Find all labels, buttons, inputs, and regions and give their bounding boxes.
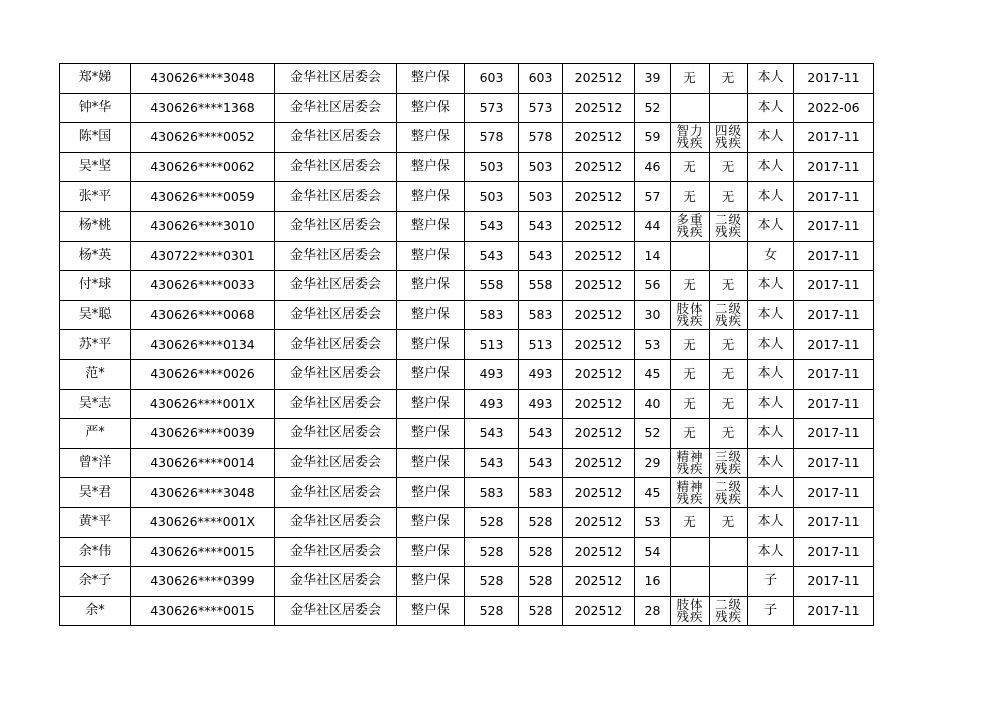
community-cell: 金华社区居委会	[275, 448, 397, 478]
id-number-cell: 430626****0052	[131, 123, 275, 153]
name-cell: 钟*华	[60, 93, 131, 123]
community-cell: 金华社区居委会	[275, 419, 397, 449]
amount-cell-2: 583	[519, 478, 563, 508]
name-cell: 苏*平	[60, 330, 131, 360]
period-cell: 202512	[563, 93, 635, 123]
amount-cell-2: 493	[519, 359, 563, 389]
table-row	[60, 211, 874, 241]
id-number-cell: 430626****0062	[131, 152, 275, 182]
assistance-type-cell: 整户保	[397, 537, 465, 567]
period-cell: 202512	[563, 271, 635, 301]
amount-cell: 558	[465, 271, 519, 301]
amount-cell-2: 578	[519, 123, 563, 153]
age-cell: 56	[635, 271, 671, 301]
table-row	[60, 478, 874, 508]
age-cell: 54	[635, 537, 671, 567]
table-row	[60, 507, 874, 537]
disability-type-cell: 多重残疾	[671, 211, 710, 241]
age-cell: 45	[635, 478, 671, 508]
age-cell: 44	[635, 211, 671, 241]
amount-cell-2: 503	[519, 182, 563, 212]
disability-level-cell: 无	[710, 152, 748, 182]
disability-level-cell: 无	[710, 507, 748, 537]
relation-cell: 本人	[748, 448, 794, 478]
age-cell: 28	[635, 596, 671, 626]
disability-level-cell: 二级残疾	[710, 596, 748, 626]
name-cell: 余*伟	[60, 537, 131, 567]
disability-level-cell: 二级残疾	[710, 211, 748, 241]
date-cell: 2017-11	[794, 448, 874, 478]
disability-level-cell	[710, 241, 748, 271]
amount-cell: 528	[465, 567, 519, 597]
name-cell: 吴*君	[60, 478, 131, 508]
amount-cell: 503	[465, 152, 519, 182]
table-row	[60, 419, 874, 449]
date-cell: 2017-11	[794, 241, 874, 271]
name-cell: 吴*志	[60, 389, 131, 419]
period-cell: 202512	[563, 211, 635, 241]
date-cell: 2017-11	[794, 537, 874, 567]
disability-level-cell	[710, 93, 748, 123]
disability-type-cell: 无	[671, 182, 710, 212]
community-cell: 金华社区居委会	[275, 567, 397, 597]
community-cell: 金华社区居委会	[275, 211, 397, 241]
amount-cell: 528	[465, 537, 519, 567]
assistance-type-cell: 整户保	[397, 419, 465, 449]
relation-cell: 本人	[748, 64, 794, 94]
period-cell: 202512	[563, 330, 635, 360]
name-cell: 张*平	[60, 182, 131, 212]
period-cell: 202512	[563, 389, 635, 419]
date-cell: 2017-11	[794, 271, 874, 301]
assistance-type-cell: 整户保	[397, 64, 465, 94]
disability-type-cell: 无	[671, 330, 710, 360]
disability-type-cell: 精神残疾	[671, 448, 710, 478]
disability-type-cell: 无	[671, 271, 710, 301]
amount-cell: 503	[465, 182, 519, 212]
assistance-type-cell: 整户保	[397, 211, 465, 241]
table-row	[60, 182, 874, 212]
assistance-type-cell: 整户保	[397, 567, 465, 597]
name-cell: 杨*桃	[60, 211, 131, 241]
age-cell: 57	[635, 182, 671, 212]
id-number-cell: 430626****0026	[131, 359, 275, 389]
period-cell: 202512	[563, 123, 635, 153]
amount-cell: 578	[465, 123, 519, 153]
name-cell: 曾*洋	[60, 448, 131, 478]
community-cell: 金华社区居委会	[275, 123, 397, 153]
disability-type-cell: 肢体残疾	[671, 300, 710, 330]
community-cell: 金华社区居委会	[275, 271, 397, 301]
table-row	[60, 330, 874, 360]
age-cell: 53	[635, 507, 671, 537]
table-row	[60, 537, 874, 567]
disability-type-cell: 无	[671, 389, 710, 419]
relation-cell: 本人	[748, 300, 794, 330]
amount-cell: 543	[465, 419, 519, 449]
relation-cell: 本人	[748, 507, 794, 537]
id-number-cell: 430626****0059	[131, 182, 275, 212]
age-cell: 53	[635, 330, 671, 360]
id-number-cell: 430626****001X	[131, 507, 275, 537]
community-cell: 金华社区居委会	[275, 152, 397, 182]
id-number-cell: 430626****0015	[131, 537, 275, 567]
relation-cell: 本人	[748, 123, 794, 153]
name-cell: 杨*英	[60, 241, 131, 271]
period-cell: 202512	[563, 567, 635, 597]
date-cell: 2017-11	[794, 567, 874, 597]
amount-cell: 543	[465, 448, 519, 478]
name-cell: 余*子	[60, 567, 131, 597]
disability-type-cell: 智力残疾	[671, 123, 710, 153]
period-cell: 202512	[563, 478, 635, 508]
assistance-type-cell: 整户保	[397, 507, 465, 537]
amount-cell: 493	[465, 389, 519, 419]
assistance-type-cell: 整户保	[397, 478, 465, 508]
amount-cell-2: 603	[519, 64, 563, 94]
community-cell: 金华社区居委会	[275, 389, 397, 419]
period-cell: 202512	[563, 182, 635, 212]
community-cell: 金华社区居委会	[275, 241, 397, 271]
age-cell: 14	[635, 241, 671, 271]
relation-cell: 本人	[748, 152, 794, 182]
disability-level-cell	[710, 537, 748, 567]
amount-cell-2: 543	[519, 211, 563, 241]
date-cell: 2017-11	[794, 64, 874, 94]
name-cell: 严*	[60, 419, 131, 449]
disability-level-cell: 四级残疾	[710, 123, 748, 153]
period-cell: 202512	[563, 448, 635, 478]
table-row	[60, 300, 874, 330]
relation-cell: 本人	[748, 389, 794, 419]
community-cell: 金华社区居委会	[275, 478, 397, 508]
amount-cell: 493	[465, 359, 519, 389]
amount-cell-2: 543	[519, 241, 563, 271]
disability-level-cell: 无	[710, 182, 748, 212]
amount-cell: 583	[465, 300, 519, 330]
name-cell: 吴*聪	[60, 300, 131, 330]
disability-level-cell: 无	[710, 359, 748, 389]
amount-cell: 543	[465, 211, 519, 241]
date-cell: 2022-06	[794, 93, 874, 123]
disability-type-cell: 无	[671, 507, 710, 537]
amount-cell: 513	[465, 330, 519, 360]
amount-cell-2: 528	[519, 507, 563, 537]
table-row	[60, 152, 874, 182]
period-cell: 202512	[563, 64, 635, 94]
id-number-cell: 430626****0068	[131, 300, 275, 330]
relation-cell: 本人	[748, 359, 794, 389]
assistance-type-cell: 整户保	[397, 123, 465, 153]
community-cell: 金华社区居委会	[275, 330, 397, 360]
amount-cell-2: 558	[519, 271, 563, 301]
table-row	[60, 123, 874, 153]
assistance-type-cell: 整户保	[397, 596, 465, 626]
disability-type-cell	[671, 567, 710, 597]
disability-level-cell: 二级残疾	[710, 300, 748, 330]
amount-cell-2: 528	[519, 537, 563, 567]
disability-type-cell: 无	[671, 152, 710, 182]
disability-level-cell: 无	[710, 64, 748, 94]
date-cell: 2017-11	[794, 359, 874, 389]
name-cell: 陈*国	[60, 123, 131, 153]
amount-cell-2: 513	[519, 330, 563, 360]
name-cell: 范*	[60, 359, 131, 389]
disability-level-cell: 二级残疾	[710, 478, 748, 508]
age-cell: 39	[635, 64, 671, 94]
amount-cell: 543	[465, 241, 519, 271]
amount-cell: 583	[465, 478, 519, 508]
age-cell: 30	[635, 300, 671, 330]
id-number-cell: 430626****0033	[131, 271, 275, 301]
disability-level-cell: 无	[710, 330, 748, 360]
table-row	[60, 93, 874, 123]
age-cell: 45	[635, 359, 671, 389]
id-number-cell: 430626****001X	[131, 389, 275, 419]
assistance-type-cell: 整户保	[397, 389, 465, 419]
recipient-table	[59, 63, 874, 626]
relation-cell: 女	[748, 241, 794, 271]
age-cell: 52	[635, 419, 671, 449]
table-row	[60, 389, 874, 419]
table-row	[60, 241, 874, 271]
disability-type-cell: 无	[671, 359, 710, 389]
date-cell: 2017-11	[794, 123, 874, 153]
amount-cell: 573	[465, 93, 519, 123]
relation-cell: 子	[748, 567, 794, 597]
id-number-cell: 430626****0014	[131, 448, 275, 478]
community-cell: 金华社区居委会	[275, 507, 397, 537]
disability-level-cell: 无	[710, 419, 748, 449]
community-cell: 金华社区居委会	[275, 537, 397, 567]
table-row	[60, 271, 874, 301]
disability-type-cell: 肢体残疾	[671, 596, 710, 626]
relation-cell: 本人	[748, 211, 794, 241]
age-cell: 59	[635, 123, 671, 153]
amount-cell-2: 528	[519, 596, 563, 626]
id-number-cell: 430626****3048	[131, 478, 275, 508]
date-cell: 2017-11	[794, 152, 874, 182]
amount-cell-2: 543	[519, 419, 563, 449]
table-row	[60, 448, 874, 478]
assistance-type-cell: 整户保	[397, 93, 465, 123]
table-row	[60, 359, 874, 389]
disability-type-cell	[671, 93, 710, 123]
date-cell: 2017-11	[794, 389, 874, 419]
community-cell: 金华社区居委会	[275, 64, 397, 94]
period-cell: 202512	[563, 537, 635, 567]
table-row	[60, 596, 874, 626]
assistance-type-cell: 整户保	[397, 271, 465, 301]
id-number-cell: 430626****3010	[131, 211, 275, 241]
amount-cell-2: 583	[519, 300, 563, 330]
disability-level-cell: 无	[710, 271, 748, 301]
date-cell: 2017-11	[794, 419, 874, 449]
amount-cell: 528	[465, 507, 519, 537]
assistance-type-cell: 整户保	[397, 300, 465, 330]
date-cell: 2017-11	[794, 300, 874, 330]
date-cell: 2017-11	[794, 330, 874, 360]
period-cell: 202512	[563, 419, 635, 449]
period-cell: 202512	[563, 241, 635, 271]
period-cell: 202512	[563, 596, 635, 626]
relation-cell: 本人	[748, 478, 794, 508]
table-body	[60, 64, 874, 626]
relation-cell: 本人	[748, 537, 794, 567]
date-cell: 2017-11	[794, 507, 874, 537]
table-row	[60, 567, 874, 597]
disability-type-cell: 精神残疾	[671, 478, 710, 508]
disability-type-cell	[671, 241, 710, 271]
community-cell: 金华社区居委会	[275, 300, 397, 330]
date-cell: 2017-11	[794, 211, 874, 241]
amount-cell-2: 543	[519, 448, 563, 478]
age-cell: 52	[635, 93, 671, 123]
relation-cell: 本人	[748, 182, 794, 212]
name-cell: 付*球	[60, 271, 131, 301]
date-cell: 2017-11	[794, 182, 874, 212]
id-number-cell: 430626****0039	[131, 419, 275, 449]
id-number-cell: 430722****0301	[131, 241, 275, 271]
community-cell: 金华社区居委会	[275, 359, 397, 389]
name-cell: 郑*娣	[60, 64, 131, 94]
relation-cell: 子	[748, 596, 794, 626]
id-number-cell: 430626****1368	[131, 93, 275, 123]
amount-cell-2: 493	[519, 389, 563, 419]
id-number-cell: 430626****0015	[131, 596, 275, 626]
id-number-cell: 430626****0134	[131, 330, 275, 360]
amount-cell-2: 503	[519, 152, 563, 182]
date-cell: 2017-11	[794, 478, 874, 508]
disability-type-cell	[671, 537, 710, 567]
amount-cell: 528	[465, 596, 519, 626]
amount-cell: 603	[465, 64, 519, 94]
period-cell: 202512	[563, 152, 635, 182]
relation-cell: 本人	[748, 271, 794, 301]
table-row	[60, 64, 874, 94]
name-cell: 黄*平	[60, 507, 131, 537]
disability-level-cell: 无	[710, 389, 748, 419]
period-cell: 202512	[563, 359, 635, 389]
assistance-type-cell: 整户保	[397, 241, 465, 271]
id-number-cell: 430626****0399	[131, 567, 275, 597]
disability-type-cell: 无	[671, 64, 710, 94]
date-cell: 2017-11	[794, 596, 874, 626]
community-cell: 金华社区居委会	[275, 182, 397, 212]
disability-level-cell: 三级残疾	[710, 448, 748, 478]
assistance-type-cell: 整户保	[397, 152, 465, 182]
name-cell: 吴*坚	[60, 152, 131, 182]
relation-cell: 本人	[748, 419, 794, 449]
relation-cell: 本人	[748, 330, 794, 360]
age-cell: 46	[635, 152, 671, 182]
assistance-type-cell: 整户保	[397, 448, 465, 478]
age-cell: 40	[635, 389, 671, 419]
age-cell: 16	[635, 567, 671, 597]
period-cell: 202512	[563, 300, 635, 330]
name-cell: 余*	[60, 596, 131, 626]
assistance-type-cell: 整户保	[397, 330, 465, 360]
age-cell: 29	[635, 448, 671, 478]
community-cell: 金华社区居委会	[275, 596, 397, 626]
assistance-type-cell: 整户保	[397, 182, 465, 212]
amount-cell-2: 528	[519, 567, 563, 597]
disability-level-cell	[710, 567, 748, 597]
community-cell: 金华社区居委会	[275, 93, 397, 123]
id-number-cell: 430626****3048	[131, 64, 275, 94]
period-cell: 202512	[563, 507, 635, 537]
disability-type-cell: 无	[671, 419, 710, 449]
assistance-type-cell: 整户保	[397, 359, 465, 389]
relation-cell: 本人	[748, 93, 794, 123]
amount-cell-2: 573	[519, 93, 563, 123]
